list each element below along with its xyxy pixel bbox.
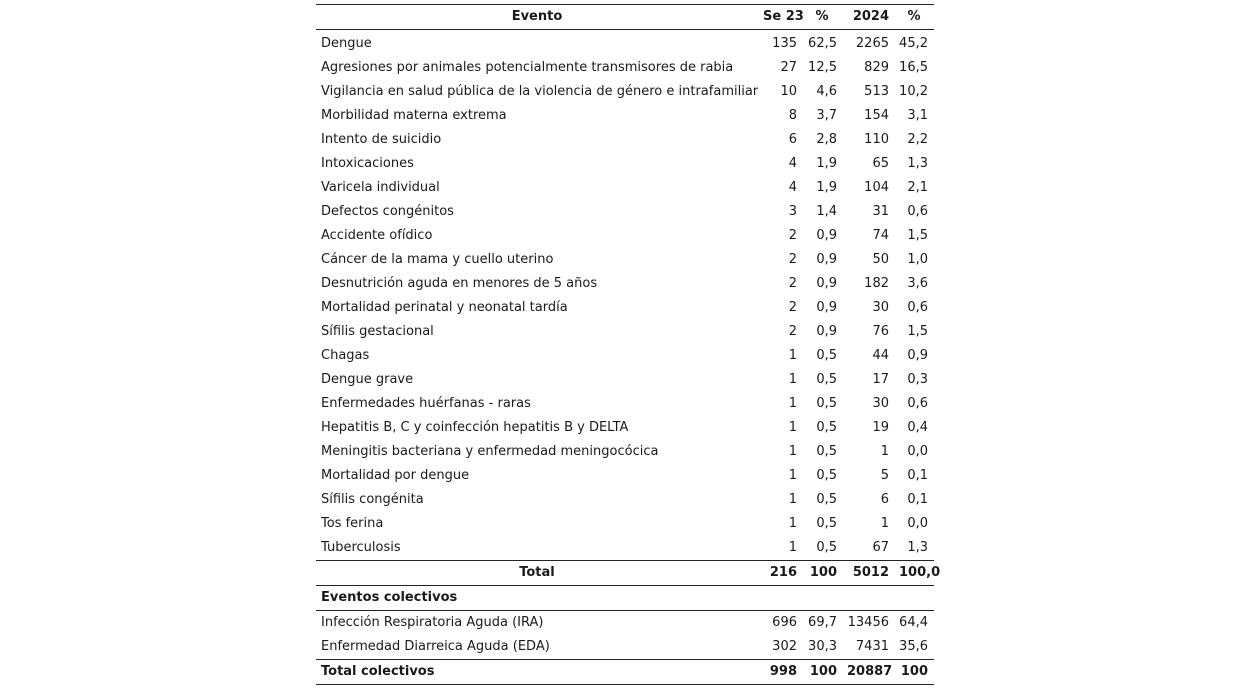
event-name: Mortalidad perinatal y neonatal tardía — [321, 300, 568, 315]
se23-count: 3 — [788, 204, 797, 219]
event-name: Sífilis gestacional — [321, 324, 434, 339]
se23-count: 27 — [780, 60, 797, 75]
collective-row — [316, 635, 934, 660]
event-name: Dengue grave — [321, 372, 414, 387]
se23-count: 696 — [772, 615, 797, 630]
event-name: Infección Respiratoria Aguda (IRA) — [321, 615, 544, 630]
se23-percent: 0,5 — [816, 372, 837, 387]
event-name: Meningitis bacteriana y enfermedad meningocócica — [321, 444, 659, 459]
se23-count: 8 — [788, 108, 797, 123]
table-row — [316, 392, 934, 416]
se23-count: 1 — [788, 468, 797, 483]
se23-count: 1 — [788, 516, 797, 531]
se23-percent: 0,5 — [816, 540, 837, 555]
year-percent: 1,3 — [907, 540, 928, 555]
header-2024: 2024 — [842, 5, 894, 30]
event-name: Hepatitis B, C y coinfección hepatitis B y DELTA — [321, 420, 629, 435]
year-percent: 10,2 — [899, 84, 928, 99]
se23-percent: 1,4 — [816, 204, 837, 219]
year-count: 30 — [872, 396, 889, 411]
se23-percent: 0,9 — [816, 228, 837, 243]
year-percent: 0,0 — [907, 444, 928, 459]
se23-count: 4 — [788, 156, 797, 171]
table-row — [316, 440, 934, 464]
se23-percent: 0,5 — [816, 492, 837, 507]
year-count: 1 — [880, 444, 889, 459]
year-percent: 0,6 — [907, 204, 928, 219]
year-count: 31 — [872, 204, 889, 219]
year-count: 20887 — [842, 660, 894, 685]
table-row — [316, 152, 934, 176]
event-name: Mortalidad por dengue — [321, 468, 470, 483]
se23-percent: 0,5 — [816, 396, 837, 411]
table-row — [316, 176, 934, 200]
se23-count: 998 — [758, 660, 802, 685]
year-percent: 100,0 — [894, 561, 934, 586]
se23-percent: 0,5 — [816, 468, 837, 483]
year-percent: 0,4 — [907, 420, 928, 435]
table-row — [316, 224, 934, 248]
year-percent: 100 — [894, 660, 934, 685]
table-row — [316, 272, 934, 296]
event-name: Defectos congénitos — [321, 204, 454, 219]
year-percent: 1,5 — [907, 228, 928, 243]
se23-count: 2 — [788, 228, 797, 243]
event-name: Dengue — [321, 36, 372, 51]
table-row — [316, 80, 934, 104]
se23-percent: 0,5 — [816, 348, 837, 363]
se23-count: 2 — [788, 276, 797, 291]
se23-count: 1 — [788, 444, 797, 459]
table-row — [316, 296, 934, 320]
year-percent: 0,1 — [907, 492, 928, 507]
table-row — [316, 488, 934, 512]
table-row — [316, 344, 934, 368]
year-percent: 0,0 — [907, 516, 928, 531]
year-percent: 2,1 — [907, 180, 928, 195]
year-count: 110 — [864, 132, 889, 147]
year-percent: 1,5 — [907, 324, 928, 339]
year-percent: 0,3 — [907, 372, 928, 387]
se23-percent: 1,9 — [816, 156, 837, 171]
event-name: Enfermedad Diarreica Aguda (EDA) — [321, 639, 550, 654]
se23-count: 2 — [788, 300, 797, 315]
year-count: 13456 — [847, 615, 889, 630]
year-count: 182 — [864, 276, 889, 291]
year-percent: 1,3 — [907, 156, 928, 171]
year-percent: 16,5 — [899, 60, 928, 75]
se23-count: 1 — [788, 492, 797, 507]
se23-count: 216 — [758, 561, 802, 586]
header-pct-2024: % — [894, 5, 934, 30]
table-row — [316, 128, 934, 152]
events-table — [316, 4, 941, 685]
se23-count: 1 — [788, 420, 797, 435]
year-percent: 3,1 — [907, 108, 928, 123]
table-row — [316, 248, 934, 272]
se23-percent: 30,3 — [808, 639, 837, 654]
event-name: Tos ferina — [321, 516, 384, 531]
year-count: 50 — [872, 252, 889, 267]
event-name: Morbilidad materna extrema — [321, 108, 507, 123]
year-count: 513 — [864, 84, 889, 99]
table-row — [316, 416, 934, 440]
collective-total-row — [316, 660, 934, 685]
collective-row — [316, 611, 934, 636]
se23-percent: 1,9 — [816, 180, 837, 195]
year-percent: 64,4 — [899, 615, 928, 630]
year-count: 44 — [872, 348, 889, 363]
se23-count: 135 — [772, 36, 797, 51]
table-row — [316, 464, 934, 488]
year-percent: 45,2 — [899, 36, 928, 51]
se23-percent: 2,8 — [816, 132, 837, 147]
se23-count: 1 — [788, 396, 797, 411]
year-count: 1 — [880, 516, 889, 531]
se23-percent: 0,9 — [816, 276, 837, 291]
se23-percent: 0,9 — [816, 324, 837, 339]
se23-percent: 0,9 — [816, 252, 837, 267]
se23-percent: 100 — [802, 561, 842, 586]
year-count: 65 — [872, 156, 889, 171]
header-pct-se23: % — [802, 5, 842, 30]
se23-count: 1 — [788, 372, 797, 387]
year-count: 67 — [872, 540, 889, 555]
event-name: Total — [316, 561, 758, 586]
year-count: 17 — [872, 372, 889, 387]
header-se23: Se 23 — [758, 5, 802, 30]
year-count: 74 — [872, 228, 889, 243]
event-name: Sífilis congénita — [321, 492, 424, 507]
event-name: Total colectivos — [316, 660, 758, 685]
se23-percent: 69,7 — [808, 615, 837, 630]
table-row — [316, 200, 934, 224]
se23-count: 4 — [788, 180, 797, 195]
header-row — [316, 5, 934, 30]
year-count: 5012 — [842, 561, 894, 586]
se23-percent: 62,5 — [808, 36, 837, 51]
year-count: 7431 — [855, 639, 889, 654]
event-name: Vigilancia en salud pública de la violencia de género e intrafamiliar — [321, 84, 759, 99]
header-evento: Evento — [316, 5, 758, 30]
total-row — [316, 561, 934, 586]
se23-percent: 4,6 — [816, 84, 837, 99]
se23-percent: 3,7 — [816, 108, 837, 123]
year-count: 30 — [872, 300, 889, 315]
section-title: Eventos colectivos — [316, 586, 934, 611]
year-percent: 2,2 — [907, 132, 928, 147]
year-count: 19 — [872, 420, 889, 435]
se23-percent: 100 — [802, 660, 842, 685]
table-row — [316, 512, 934, 536]
se23-count: 1 — [788, 540, 797, 555]
event-name: Enfermedades huérfanas - raras — [321, 396, 531, 411]
table-row — [316, 56, 934, 80]
year-percent: 0,9 — [907, 348, 928, 363]
se23-percent: 0,9 — [816, 300, 837, 315]
year-percent: 1,0 — [907, 252, 928, 267]
section-row — [316, 586, 934, 611]
se23-percent: 0,5 — [816, 516, 837, 531]
table-row — [316, 104, 934, 128]
se23-count: 6 — [788, 132, 797, 147]
se23-percent: 0,5 — [816, 444, 837, 459]
event-name: Varicela individual — [321, 180, 440, 195]
event-name: Intento de suicidio — [321, 132, 442, 147]
se23-percent: 0,5 — [816, 420, 837, 435]
year-percent: 0,1 — [907, 468, 928, 483]
year-count: 154 — [864, 108, 889, 123]
year-count: 6 — [880, 492, 889, 507]
year-count: 2265 — [855, 36, 889, 51]
table-row — [316, 536, 934, 561]
year-percent: 35,6 — [899, 639, 928, 654]
event-name: Intoxicaciones — [321, 156, 414, 171]
se23-count: 1 — [788, 348, 797, 363]
year-percent: 3,6 — [907, 276, 928, 291]
se23-count: 2 — [788, 324, 797, 339]
event-name: Tuberculosis — [321, 540, 401, 555]
se23-count: 2 — [788, 252, 797, 267]
se23-percent: 12,5 — [808, 60, 837, 75]
table-row — [316, 30, 934, 57]
year-percent: 0,6 — [907, 396, 928, 411]
year-count: 5 — [880, 468, 889, 483]
year-count: 76 — [872, 324, 889, 339]
year-percent: 0,6 — [907, 300, 928, 315]
year-count: 104 — [864, 180, 889, 195]
event-name: Desnutrición aguda en menores de 5 años — [321, 276, 598, 291]
table-row — [316, 320, 934, 344]
event-name: Accidente ofídico — [321, 228, 433, 243]
event-name: Agresiones por animales potencialmente transmisores de rabia — [321, 60, 734, 75]
event-name: Chagas — [321, 348, 370, 363]
se23-count: 10 — [780, 84, 797, 99]
se23-count: 302 — [772, 639, 797, 654]
event-name: Cáncer de la mama y cuello uterino — [321, 252, 554, 267]
table-row — [316, 368, 934, 392]
year-count: 829 — [864, 60, 889, 75]
